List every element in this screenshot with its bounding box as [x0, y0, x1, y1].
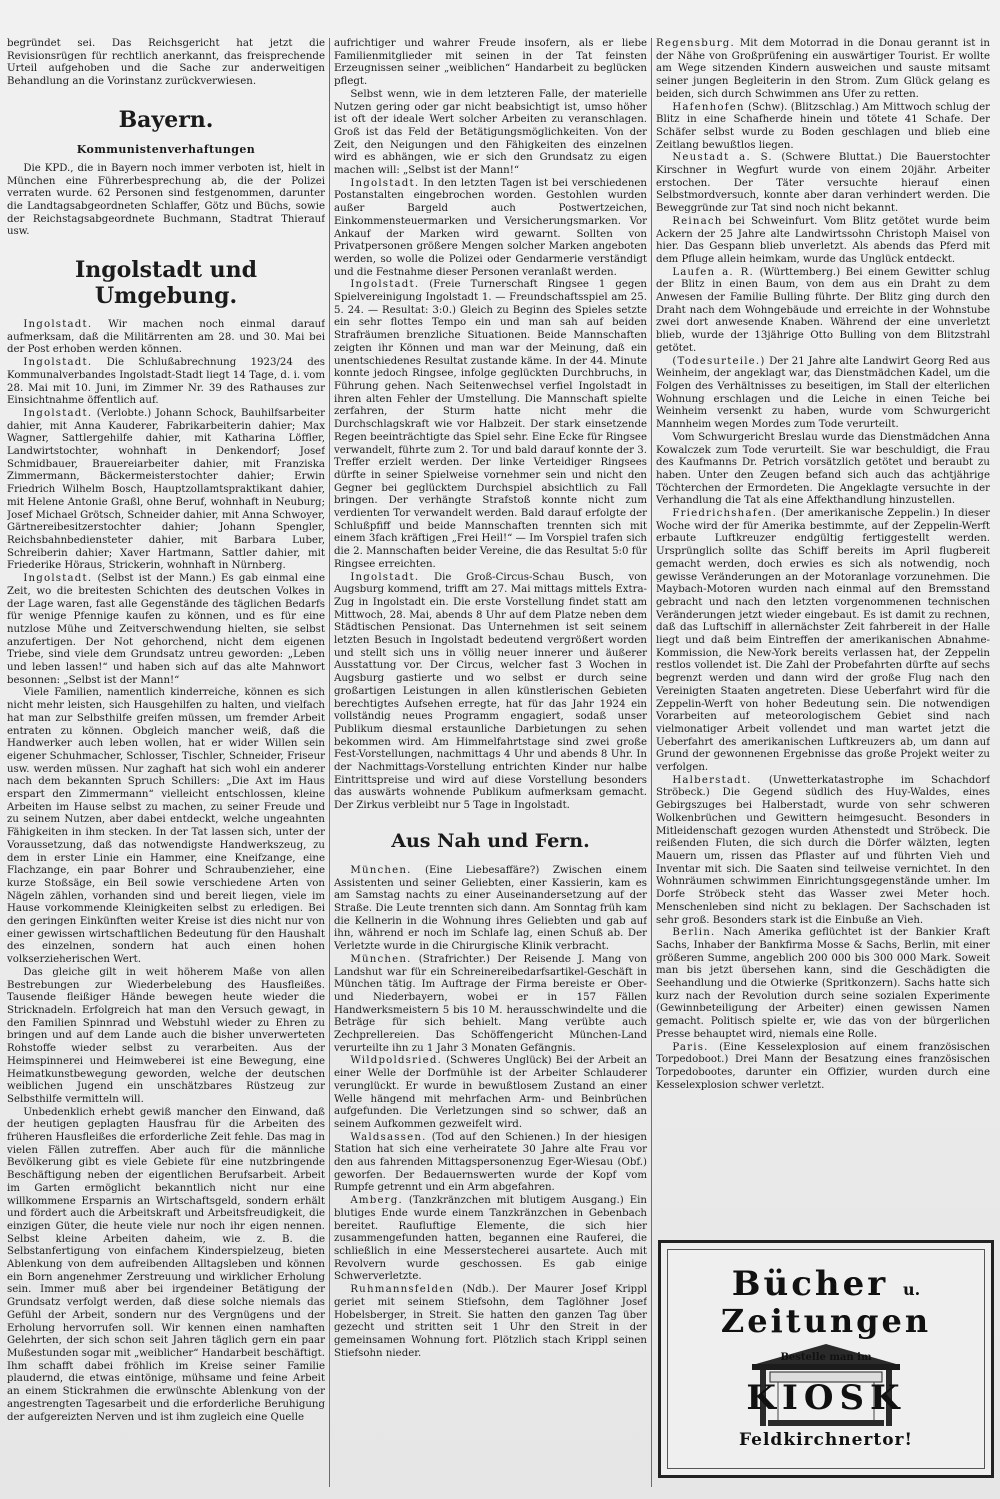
dateline: Ingolstadt.: [23, 357, 93, 369]
article-paragraph: [656, 1042, 990, 1093]
column-3: [656, 38, 990, 1231]
article-paragraph: [656, 267, 990, 356]
article-text: (Verlobte.) Johann Schock, Bauhilfsarbeiter dahier, mit Anna Kauderer, Fabrikarbeiterin dahier; Max Wagner, Sattlergehilfe dahier, mit Katharina Löffler, Landwirtstochter, wohnhaft in Denkendorf; Josef Schmidbauer, Brauereiarbeiter dahier, mit Franziska Zimmermann, Bäckermeisterstochter dahier; Erwin Friedrich Wilhelm Bosch, Hauptzollamtspraktikant dahier, mit Helene Antonie Graßl, ohne Beruf, wohnhaft in Neuburg; Josef Michael Grötsch, Schneider dahier, mit Anna Schwoyer, Gärtnereibesitzerstochter dahier; Johann Spengler, Reichsbahnbediensteter dahier, mit Barbara Luber, Schreiberin dahier; Xaver Hartmann, Sattler dahier, mit Friederike Höraus, Strickerin, wohnhaft in Nürnberg.: [7, 407, 325, 572]
dateline: Ingolstadt.: [350, 177, 420, 189]
dateline: Friedrichshafen.: [672, 508, 778, 520]
article-paragraph: [334, 1055, 647, 1131]
dateline: Ruhmannsfelden: [350, 1284, 455, 1296]
dateline: Neustadt a. S.: [672, 152, 773, 164]
dateline: Regensburg.: [656, 38, 735, 49]
article-text: (Schweres Unglück) Bei der Arbeit an einer Welle der Dorfmühle ist der Arbeiter Schlauderer verunglückt. Er wurde in bewußtlosem Zustand an einer Welle hängend mit mehrfachen Arm- und Beinbrüchen aufgefunden. Die Verletzungen sind so schwer, daß an seinem Aufkommen gezweifelt wird.: [334, 1055, 647, 1130]
article-paragraph: [334, 1284, 647, 1360]
dateline: Amberg.: [350, 1195, 403, 1207]
column-1: [7, 38, 325, 1485]
article-paragraph: [7, 573, 325, 687]
dateline: Paris.: [672, 1041, 709, 1053]
column-2: [334, 38, 647, 1485]
article-paragraph: [656, 927, 990, 1041]
article-paragraph: [334, 954, 647, 1056]
article-text: (Tod auf den Schienen.) In der hiesigen Station hat sich eine verheiratete 30 Jahre alte Frau vor den aus fahrenden Mittagspersonenzug Eger-Wiesau (Obf.) geworfen. Der Bedauernswerten wurde der Kopf vom Rumpfe getrennt und ein Arm abgefahren.: [334, 1131, 647, 1194]
article-text: (Württemberg.) Bei einem Gewitter schlug der Blitz in einen Baum, von dem aus ein Draht zu dem Anwesen der Familie Bulling führte. Der Blitz ging durch den Draht nach dem Wohngebäude und erreichte in der Wohnstube zwei dort anwesende Knaben. Während der eine unverletzt blieb, wurde der 13jährige Otto Bulling von dem Blitzstrahl getötet.: [656, 266, 990, 354]
article-text: (Schw). (Blitzschlag.) Am Mittwoch schlug der Blitz in eine Schafherde hinein und tötete 41 Schafe. Der Schäfer selbst wurde zu Boden geschlagen und blieb eine Zeitlang bewußtlos liegen.: [656, 101, 990, 151]
article-text: Der 21 Jahre alte Landwirt Georg Red aus Weinheim, der angeklagt war, das Dienstmädchen Kadel, um die Folgen des Verhältnisses zu beseitigen, im Stall der elterlichen Wohnung erschlagen und die Leiche in einen Teiche bei Weinheim versenkt zu haben, wurde vom Schwurgericht Mannheim wegen Mordes zum Tode verurteilt.: [656, 355, 990, 431]
dateline: München.: [350, 953, 412, 965]
article-text: (Schwere Bluttat.) Die Bauerstochter Kirschner in Wegfurt wurde von einem 20jähr. Arbeiter erstochen. Der Täter versuchte hierauf einen Selbstmordversuch, konnte aber daran verhindert werden. Die Beweggründe zur Tat sind noch nicht bekannt.: [656, 152, 990, 215]
article-paragraph: [334, 178, 647, 280]
article-paragraph: [656, 38, 990, 102]
dateline: Ingolstadt.: [350, 571, 420, 583]
article-text: Die Groß-Circus-Schau Busch, von Augsburg kommend, trifft am 27. Mai mittags mittels Extra-Zug in Ingolstadt ein. Die erste Vorstellung findet statt am Mittwoch, 28. Mai, abends 8 Uhr auf dem Platze neben dem Städtischen Pensionat. Das Unternehmen ist seit seinem letzten Besuch in Ingolstadt bedeutend vergrößert worden und stellt sich uns in völlig neuer innerer und äußerer Ausstattung vor. Der Circus, welcher fast 3 Wochen in Augsburg gastierte und wo selbst er durch seine großartigen Leistungen in allen künstlerischen Gebieten berechtigtes Aufsehen erregte, hat für das Jahr 1924 ein vollständig neues Programm engagiert, sodaß unser Publikum diesmal erstaunliche Darbietungen zu sehen bekommen wird. Am Himmelfahrtstage sind zwei große Fest-Vorstellungen, nachmittags 4 Uhr und abends 8 Uhr. In der Nachmittags-Vorstellung entrichten Kinder nur halbe Eintrittspreise und wird auf diese Vorstellung besonders das auswärts wohnende Publikum aufmerksam gemacht. Der Zirkus verbleibt nur 5 Tage in Ingolstadt.: [334, 571, 647, 812]
dateline: Wildpoldsried.: [350, 1055, 443, 1067]
article-paragraph: [7, 408, 325, 573]
article-paragraph: Viele Familien, namentlich kinderreiche, können es sich nicht mehr leisten, sich Hausgehilfen zu halten, und vielfach hat man zur Selbsthilfe greifen müssen, um fremder Arbeit entraten zu können. Obgleich mancher weiß, daß die Handwerker auch leben wollen, hat er wider Willen sein eigener Schuhmacher, Schlosser, Tischler, Schneider, Friseur usw. werden müssen. Nur zaghaft hat sich wohl ein anderer nach dem bekannten Spruch Schillers: „Die Axt im Haus erspart den Zimmermann“ vielleicht entschlossen, kleine Arbeiten im Hause selbst zu machen, zu seiner Freude und zu seinem Nutzen, aber dabei entdeckt, welche ungeahnten Fähigkeiten in ihm stecken. In der Tat lassen sich, unter der Voraussetzung, daß das notwendigste Handwerkszeug, zu dem in erster Linie ein Hammer, eine Kneifzange, eine Flachzange, ein paar Bohrer und Schraubenzieher, eine kurze Stoßsäge, ein Beil sowie verschiedene Arten von Nägeln zählen, vorhanden sind und bereit liegen, viele im Hause vorkommende Kleinigkeiten selbst zu erledigen. Bei den geringen Einkünften weiter Kreise ist dies nicht nur von einer gewissen wirtschaftlichen Bedeutung für den Haushalt des einzelnen, sondern hat auch einen hohen volkserzieherischen Wert.: [7, 687, 325, 966]
article-text: (Tanzkränzchen mit blutigem Ausgang.) Ein blutiges Ende wurde einem Tanzkränzchen in Gebenbach bereitet. Raufluftige Elemente, die sich hier zusammengefunden hatten, begannen eine Rauferei, die schließlich in eine Messerstecherei ausartete. Auch mit Revolvern wurde geschossen. Es gab einige Schwerverletzte.: [334, 1195, 647, 1283]
article-heading: Kommunistenverhaftungen: [76, 142, 256, 156]
article-continuation: begründet sei. Das Reichsgericht hat jetzt die Revisionsrügen für rechtlich anerkannt, das freisprechende Urteil aufgehoben und die Sache zur anderweitigen Behandlung an die Vorinstanz zurückverwiesen.: [7, 38, 325, 88]
dateline: München.: [350, 864, 412, 876]
article-text: Die Schlußabrechnung 1923/24 des Kommunalverbandes Ingolstadt-Stadt liegt 14 Tage, d. i. vom 28. Mai mit 10. Juni, im Zimmer Nr. 39 des Rathauses zur Einsichtnahme öffentlich auf.: [7, 357, 325, 407]
article-text: Mit dem Motorrad in die Donau gerannt ist in der Nähe von Großprüfening ein auswärtiger Tourist. Er wollte am Wege sitzenden Kindern ausweichen und sauste mitsamt seiner jungen Begleiterin in den Strom. Zum Glück gelang es beiden, sich durch Schwimmen ans Ufer zu retten.: [656, 38, 990, 100]
ad-headline-text: Bücher: [731, 1264, 889, 1304]
column-divider: [329, 38, 330, 1487]
article-text: Wir machen noch einmal darauf aufmerksam, daß die Militärrenten am 28. und 30. Mai bei der Post erhoben werden können.: [7, 319, 325, 356]
article-paragraph: [334, 1195, 647, 1284]
article-text: (Strafrichter.) Der Reisende J. Mang von Landshut war für ein Schreinereibedarfsartikel-Geschäft in München tätig. Im Auftrage der Firma bereiste er Ober- und Niederbayern, wobei er in 157 Fällen Handwerksmeistern 5 bis 10 M. herausschwindelte und die Beträge für sich behielt. Mang verübte auch Zechprellereien. Das Schöffengericht München-Land verurteilte ihn zu 1 Jahr 3 Monaten Gefängnis.: [334, 953, 647, 1054]
ad-footer: Feldkirchnertor!: [739, 1430, 913, 1450]
article-text: (Eine Kesselexplosion auf einem französischen Torpedoboot.) Drei Mann der Besatzung eines französischen Torpedobootes, darunter ein Offizier, wurden durch eine Kesselexplosion schwer verletzt.: [656, 1041, 990, 1091]
article-text: (Unwetterkatastrophe im Schachdorf Ströbeck.) Die Gegend südlich des Huy-Waldes, eines Gebirgszuges bei Halberstadt, wurde von sehr schweren Wolkenbrüchen und Gewittern heimgesucht. Besonders in Mitleidenschaft gezogen wurden Athenstedt und Ströbeck. Die reißenden Fluten, die sich durch die Dörfer wälzten, legten Mauern um, rissen das Pflaster auf und führten Vieh und Inventar mit sich. Die Saaten sind teilweise vernichtet. In den Wohnräumen schwimmen Einrichtungsgegenstände umher. Im Dorfe Ströbeck steht das Wasser zwei Meter hoch. Menschenleben sind nicht zu beklagen. Der Sachschaden ist sehr groß. Besonders stark ist die Einbuße an Vieh.: [656, 774, 990, 926]
article-paragraph: [334, 865, 647, 954]
article-text: Nach Amerika geflüchtet ist der Bankier Kraft Sachs, Inhaber der Bankfirma Mosse & Sachs, Berlin, mit einer größeren Summe, angeblich 200 000 bis 300 000 Mark. Soweit man bis jetzt übersehen kann, sind die Geschädigten die Seehandlung und die Otwierke (Spritkonzern). Sachs hatte sich kurz nach der Revolution durch seine sozialen Experimente (Gewinnbeteiligung der Arbeiter) einen gewissen Namen gemacht. Politisch spielte er, wie das von der bürgerlichen Presse behauptet wird, niemals eine Rolle.: [656, 927, 990, 1040]
section-heading-nah-und-fern: Aus Nah und Fern.: [391, 829, 590, 852]
article-paragraph: Vom Schwurgericht Breslau wurde das Dienstmädchen Anna Kowalczek zum Tode verurteilt. Sie war beschuldigt, die Frau des Kaufmanns Dr. Petrich vorsätzlich getötet und beraubt zu haben. Unter den Zeugen befand sich auch das achtjährige Töchterchen der Ermordeten. Die Angeklagte versuchte in der Verhandlung die Tat als eine Affekthandlung hinzustellen.: [656, 431, 990, 507]
article-paragraph: [334, 572, 647, 813]
dateline: Laufen a. R.: [672, 266, 754, 278]
dateline: Waldsassen.: [350, 1131, 427, 1143]
article-paragraph: [7, 357, 325, 408]
article-paragraph: [656, 152, 990, 216]
article-paragraph: [656, 775, 990, 927]
article-text: (Ndb.). Der Maurer Josef Krippl geriet mit seinem Stiefsohn, dem Taglöhner Josef Hobelsberger, in Streit. Sie hatten den ganzen Tag über gezecht und stritten seit 1 Uhr den Streit in der gemeinsamen Wohnung fort. Plötzlich stach Krippl seinen Stiefsohn nieder.: [334, 1284, 647, 1359]
article-text: bei Schweinfurt. Vom Blitz getötet wurde beim Ackern der 25 Jahre alte Landwirtssohn Christoph Maisel von hier. Das Gespann blieb unverletzt. Als abends das Pferd mit dem Pfluge allein heimkam, wurde das Unglück entdeckt.: [656, 215, 990, 265]
kiosk-advertisement: [658, 1240, 994, 1478]
article-paragraph: [656, 508, 990, 775]
kiosk-sign-text: Bestelle man im: [780, 1352, 872, 1363]
ad-frame: [667, 1249, 985, 1469]
article-paragraph: [656, 216, 990, 267]
ad-headline-conjunction: u.: [903, 1280, 921, 1299]
dateline: Hafenhofen: [672, 101, 745, 113]
ad-subheadline: Zeitungen: [720, 1302, 932, 1340]
section-heading-bayern: Bayern.: [118, 106, 214, 133]
article-text: In den letzten Tagen ist bei verschiedenen Postanstalten eingebrochen worden. Gestohlen wurden außer Bargeld auch Postwertzeichen, Einkommensteuermarken und Versicherungsmarken. Vor Ankauf der Marken wird gewarnt. Sollten von Privatpersonen größere Mengen solcher Marken angeboten werden, so wolle die Polizei oder Gendarmerie verständigt und die Festnahme dieser Personen veranlaßt werden.: [334, 177, 647, 278]
article-paragraph: [656, 356, 990, 432]
article-text: (Der amerikanische Zeppelin.) In dieser Woche wird der für Amerika bestimmte, auf der Zeppelin-Werft erbaute Luftkreuzer endgültig fertiggestellt werden. Ursprünglich sollte das Schiff bereits im April flugbereit gemacht werden, doch erwies es sich als notwendig, noch gewisse Veränderungen an der Motoranlage vorzunehmen. Die Maybach-Motoren wurden nach einmal auf den Bremsstand gebracht und nach den letzten vorgenommenen technischen Veränderungen jetzt wieder eingebaut. Es ist damit zu rechnen, daß das Luftschiff in allernächster Zeit fahrbereit in der Halle liegt und daß beim Eintreffen der amerikanischen Abnahme-Kommission, die New-York bereits verlassen hat, der Zeppelin restlos vollendet ist. Die Zahl der Probefahrten dürfte auf sechs begrenzt werden und dann wird der große Flug nach den Vereinigten Staaten angetreten. Diese Ueberfahrt wird für die Zeppelin-Werft von hoher Bedeutung sein. Die notwendigen Vorarbeiten auf meteorologischem Gebiet sind nach vielmonatiger Arbeit vollendet und man wartet jetzt die Ueberfahrt des amerikanischen Luftkreuzers ab, um dann auf Grund der gewonnenen Ergebnisse das große Projekt weiter zu verfolgen.: [656, 508, 990, 774]
dateline: Ingolstadt.: [23, 407, 93, 419]
article-paragraph: [334, 1132, 647, 1196]
ad-headline: [668, 1264, 984, 1304]
article-paragraph: Die KPD., die in Bayern noch immer verboten ist, hielt in München eine Führerbesprechung ab, die der Polizei verraten wurde. 62 Personen sind festgenommen, darunter die Landtagsabgeordneten Schlaffer, Götz und Büchs, sowie der Reichstagsabgeordnete Buchmann, Stadtrat Thierauf usw.: [7, 162, 325, 238]
article-text: (Selbst ist der Mann.) Es gab einmal eine Zeit, wo die breitesten Schichten des deutschen Volkes in der Lage waren, fast alle Gegenstände des täglichen Bedarfs für wenige Pfennige kaufen zu können, und es für eine nutzlose Mühe und Zeitverschwendung hielten, sie selbst anzufertigen. Der Not gehorchend, nicht dem eigenen Triebe, sind viele dem Grundsatz untreu geworden: „Leben und leben lassen!“ und haben sich auf das alte Mahnwort besonnen: „Selbst ist der Mann!“: [7, 573, 325, 686]
article-paragraph: [7, 319, 325, 357]
article-paragraph: [334, 279, 647, 571]
dateline: Reinach: [672, 215, 723, 227]
article-continuation: aufrichtiger und wahrer Freude insofern, als er liebe Familienmitglieder mit seinen in der Tat feinsten Erzeugnissen seiner „weiblichen“ Handarbeit zu beglücken pflegt.: [334, 38, 647, 88]
article-paragraph: Das gleiche gilt in weit höherem Maße von allen Bestrebungen zur Wiederbelebung des Hausfleißes. Tausende fleißiger Hände bewegen heute wieder die Stricknadeln. Erfolgreich hat man den Versuch gewagt, in den Familien Spinnrad und Webstuhl wieder zu Ehren zu bringen und auf dem Lande auch die bisher unverwerteten Rohstoffe wieder selbst zu verarbeiten. Aus der Heimspinnerei und Heimweberei ist eine Bewegung, eine Heimatkunstbewegung geworden, welche der deutschen weiblichen Jugend ein unschätzbares Rüstzeug zur Selbsthilfe vermitteln will.: [7, 966, 325, 1105]
article-text: (Eine Liebesaffäre?) Zwischen einem Assistenten und seiner Geliebten, einer Kassierin, kam es am Samstag nachts zu einer Auseinandersetzung auf der Straße. Die Leute trennten sich dann. Am Sonntag früh kam die Kellnerin in die Wohnung ihres Geliebten und gab auf ihn, während er noch im Schlafe lag, einen Schuß ab. Der Verletzte wurde in die Chirurgische Klinik verbracht.: [334, 864, 647, 953]
article-text: (Freie Turnerschaft Ringsee 1 gegen Spielvereinigung Ingolstadt 1. — Freundschaftsspiel am 25. 5. 24. — Resultat: 3:0.) Gleich zu Beginn des Spieles setzte ein sehr flottes Tempo ein und man sah auf beiden Strafräumen brenzliche Situationen. Beide Mannschaften zeigten ihr Können und man war der Meinung, daß ein unentschiedenes Resultat zustande käme. In der 44. Minute konnte jedoch Ringsee, infolge geglückten Durchbruchs, in Führung gehen. Nach Seitenwechsel verfiel Ingolstadt in ihren alten Fehler der Umstellung. Die Mannschaft spielte zerfahren, der Sturm hatte nicht mehr die Durchschlagskraft wie vor Halbzeit. Der stark einsetzende Regen beeinträchtigte das Spiel sehr. Eine Ecke für Ringsee verwandelt, führte zum 2. Tor und bald darauf konnte der 3. Treffer erzielt werden. Der linke Verteidiger Ringsees dürfte in seiner Spielweise vornehmer sein und nicht den Gegner bei geglücktem Durchspiel absichtlich zu Fall bringen. Der verhängte Strafstoß konnte nicht zum verdienten Tor verwandelt werden. Bald darauf erfolgte der Schlußpfiff und beide Mannschaften trennten sich mit einem 3fach kräftigen „Frei Heil!“ — Im Vorspiel trafen sich die 2. Mannschaften beider Vereine, die das Resultat 5:0 für Ringsee erreichten.: [334, 279, 647, 570]
dateline: (Todesurteile.): [672, 355, 766, 367]
article-paragraph: [656, 102, 990, 153]
dateline: Halberstadt.: [672, 774, 752, 786]
dateline: Ingolstadt.: [23, 573, 93, 585]
section-heading-ingolstadt: Ingolstadt und Umgebung.: [74, 257, 258, 310]
column-divider: [651, 38, 652, 1487]
dateline: Ingolstadt.: [350, 279, 420, 291]
dateline: Berlin.: [672, 927, 716, 939]
article-paragraph: Unbedenklich erhebt gewiß mancher den Einwand, daß der heutigen geplagten Hausfrau für die Arbeiten des früheren Hausfleißes die erforderliche Zeit fehle. Das mag in vielen Fällen zutreffen. Aber auch für die männliche Bevölkerung gibt es viele Gebiete für eine nutzbringende Beschäftigung neben der eigentlichen Berufsarbeit. Arbeit im Garten ermöglicht bekanntlich nicht nur eine willkommene Ersparnis an Wirtschaftsgeld, sondern erhält und fördert auch die Arbeitskraft und Arbeitsfreudigkeit, die einzigen Güter, die heute viele nur noch ihr eigen nennen. Selbst kleine Arbeiten daheim, wie z. B. die Selbstanfertigung von einfachem Kinderspielzeug, bieten Ablenkung von dem aufreibenden Alltagsleben und können ein Born angenehmer Zerstreuung und wirklicher Erholung sein. Immer muß aber bei irgendeiner Betätigung der Grundsatz verfolgt werden, daß diese solche niemals das Gefühl der Arbeit, sondern nur des Vergnügens und der Erholung hervorrufen soll. Wir kennen einen namhaften Gelehrten, der sich schon seit Jahren täglich gern ein paar Mußestunden sogar mit „weiblicher“ Handarbeit beschäftigt. Ihm schafft dabei fröhlich im Kreise seiner Familie plaudernd, die etwas eintönige, mühsame und feine Arbeit an einem Stickrahmen die erwünschte Ablenkung von der angestrengten Tagesarbeit und die erforderliche Beruhigung der aufgereizten Nerven und ist ihm zugleich eine Quelle: [7, 1106, 325, 1423]
kiosk-label: KIOSK: [746, 1378, 906, 1418]
dateline: Ingolstadt.: [23, 319, 93, 331]
article-paragraph: Selbst wenn, wie in dem letzteren Falle, der materielle Nutzen gering oder gar nicht beabsichtigt ist, umso höher ist oft der ideale Wert solcher Arbeiten zu veranschlagen. Groß ist das Feld der Betätigungsmöglichkeiten. Von der Zeit, den Neigungen und den Fähigkeiten des einzelnen wird es abhängen, wie er sich den Grundsatz zu eigen machen will: „Selbst ist der Mann!“: [334, 88, 647, 177]
